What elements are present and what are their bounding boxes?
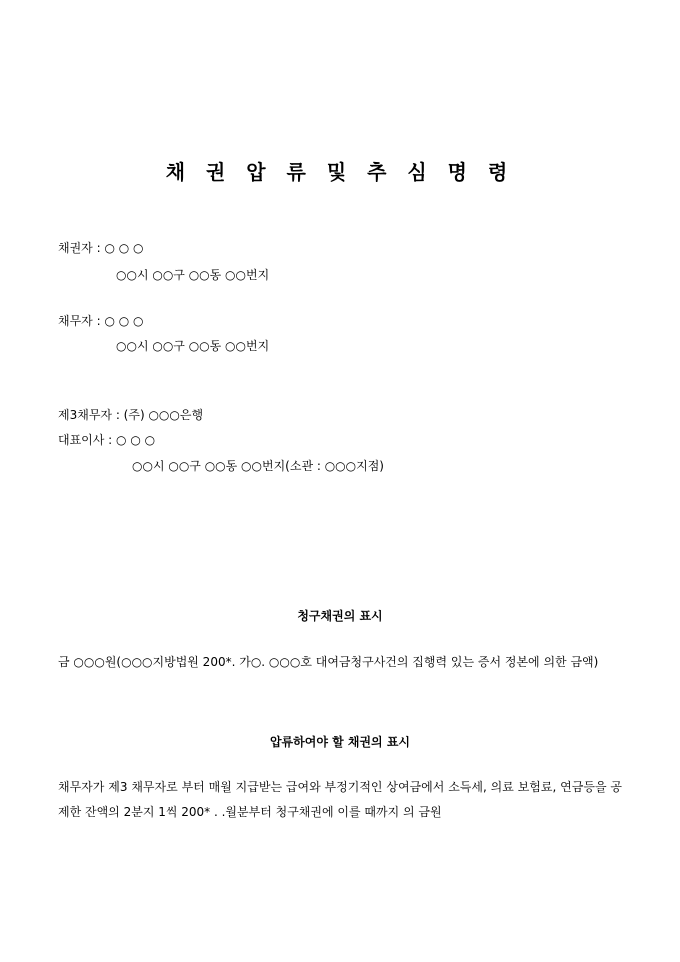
debtor-line: 채무자 : ○ ○ ○ (58, 314, 144, 328)
claim-text: 금 ○○○원(○○○지방법원 200*. 가○. ○○○호 대여금청구사건의 집행력 있는 증서 정본에 의한 금액) (58, 655, 599, 669)
document-title: 채 권 압 류 및 추 심 명 령 (165, 160, 515, 184)
debtor-address: ○○시 ○○구 ○○동 ○○번지 (116, 339, 270, 353)
creditor-address: ○○시 ○○구 ○○동 ○○번지 (116, 268, 270, 282)
creditor-line: 채권자 : ○ ○ ○ (58, 241, 144, 255)
claim-heading: 청구채권의 표시 (297, 609, 383, 623)
third-debtor-address: ○○시 ○○구 ○○동 ○○번지(소관 : ○○○지점) (132, 459, 384, 473)
seizure-heading: 압류하여야 할 채권의 표시 (269, 735, 411, 749)
third-debtor-line: 제3채무자 : (주) ○○○은행 (58, 408, 204, 422)
representative-line: 대표이사 : ○ ○ ○ (58, 433, 156, 447)
seizure-text: 채무자가 제3 채무자로 부터 매월 지급받는 급여와 부정기적인 상여금에서 소득세, 의료 보험료, 연금등을 공제한 잔액의 2분지 1씩 200* . .월분부터 청구채권에 이를 때까지 의 금원 (58, 780, 622, 819)
